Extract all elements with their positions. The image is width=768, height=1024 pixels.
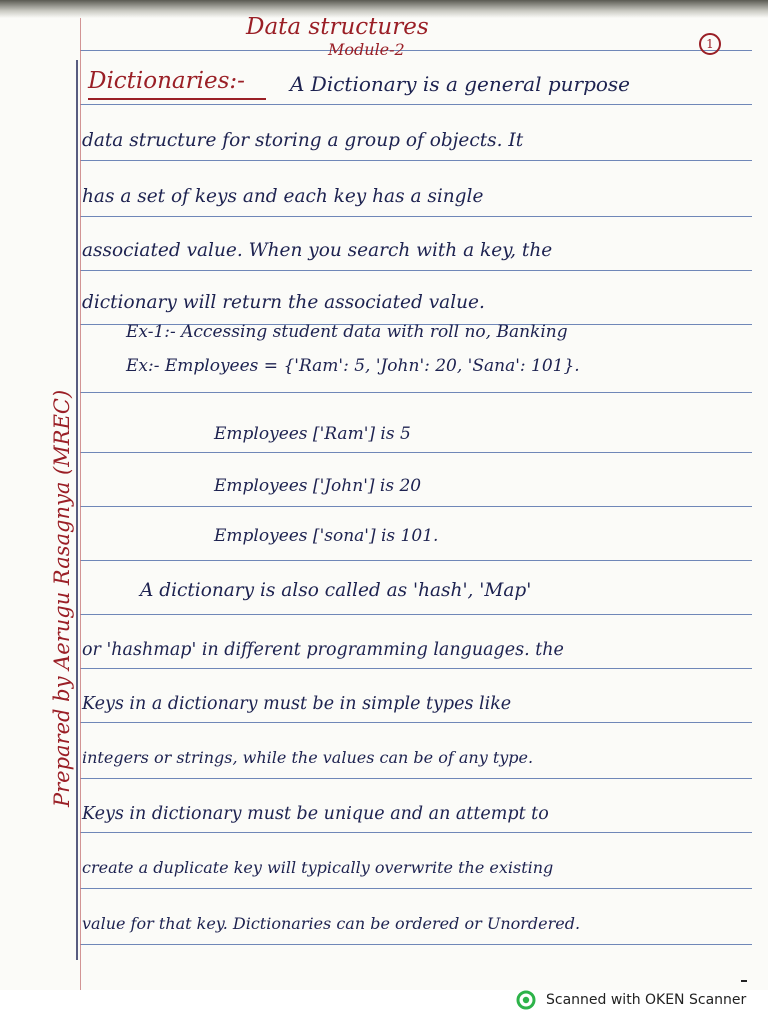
- paragraph-line: A Dictionary is a general purpose: [290, 72, 631, 96]
- heading-underline: [88, 98, 266, 100]
- paragraph-line: value for that key. Dictionaries can be ordered or Unordered.: [82, 914, 581, 933]
- paragraph-line: dictionary will return the associated value.: [82, 292, 485, 313]
- ruled-line: [80, 560, 752, 561]
- paragraph-line: integers or strings, while the values can be of any type.: [82, 748, 534, 767]
- page-subtitle: Module-2: [328, 40, 405, 59]
- page-margin-line: [80, 18, 81, 990]
- ruled-line: [80, 392, 752, 393]
- ruled-line: [80, 832, 752, 833]
- example-line: Ex:- Employees = {'Ram': 5, 'John': 20, 'Sana': 101}.: [126, 356, 580, 376]
- page-number: 1: [699, 33, 721, 55]
- lookup-line: Employees ['John'] is 20: [214, 476, 422, 496]
- paragraph-line: data structure for storing a group of objects. It: [82, 130, 524, 151]
- ruled-line: [80, 778, 752, 779]
- ruled-line: [80, 270, 752, 271]
- lookup-line: Employees ['sona'] is 101.: [214, 526, 439, 546]
- paragraph-line: has a set of keys and each key has a single: [82, 186, 484, 207]
- scan-mark: [741, 980, 747, 982]
- example-line: Ex-1:- Accessing student data with roll no, Banking: [126, 322, 568, 342]
- lookup-line: Employees ['Ram'] is 5: [214, 424, 411, 444]
- scanner-watermark: [516, 988, 746, 1012]
- ruled-line: [80, 888, 752, 889]
- paragraph-line: associated value. When you search with a key, the: [82, 240, 553, 261]
- section-heading: Dictionaries:-: [88, 68, 245, 94]
- paragraph-line: Keys in a dictionary must be in simple types like: [82, 694, 512, 714]
- ruled-line: [80, 452, 752, 453]
- margin-credit: Prepared by Aerugu Rasagnya (MREC): [50, 389, 74, 807]
- oken-scanner-logo-icon: [516, 990, 536, 1010]
- scanner-watermark-text: Scanned with OKEN Scanner: [546, 992, 747, 1008]
- ruled-line: [80, 614, 752, 615]
- ruled-line: [80, 506, 752, 507]
- paragraph-line: Keys in dictionary must be unique and an attempt to: [82, 804, 549, 824]
- ruled-line: [80, 50, 752, 51]
- ruled-line: [80, 160, 752, 161]
- ruled-line: [80, 722, 752, 723]
- paragraph-line: or 'hashmap' in different programming languages. the: [82, 640, 564, 660]
- ruled-line: [80, 104, 752, 105]
- ruled-line: [80, 668, 752, 669]
- ruled-line: [80, 944, 752, 945]
- paragraph-line: create a duplicate key will typically overwrite the existing: [82, 858, 554, 877]
- page-title: Data structures: [246, 14, 429, 40]
- paragraph-line: A dictionary is also called as 'hash', 'Map': [140, 580, 532, 601]
- ruled-line: [80, 216, 752, 217]
